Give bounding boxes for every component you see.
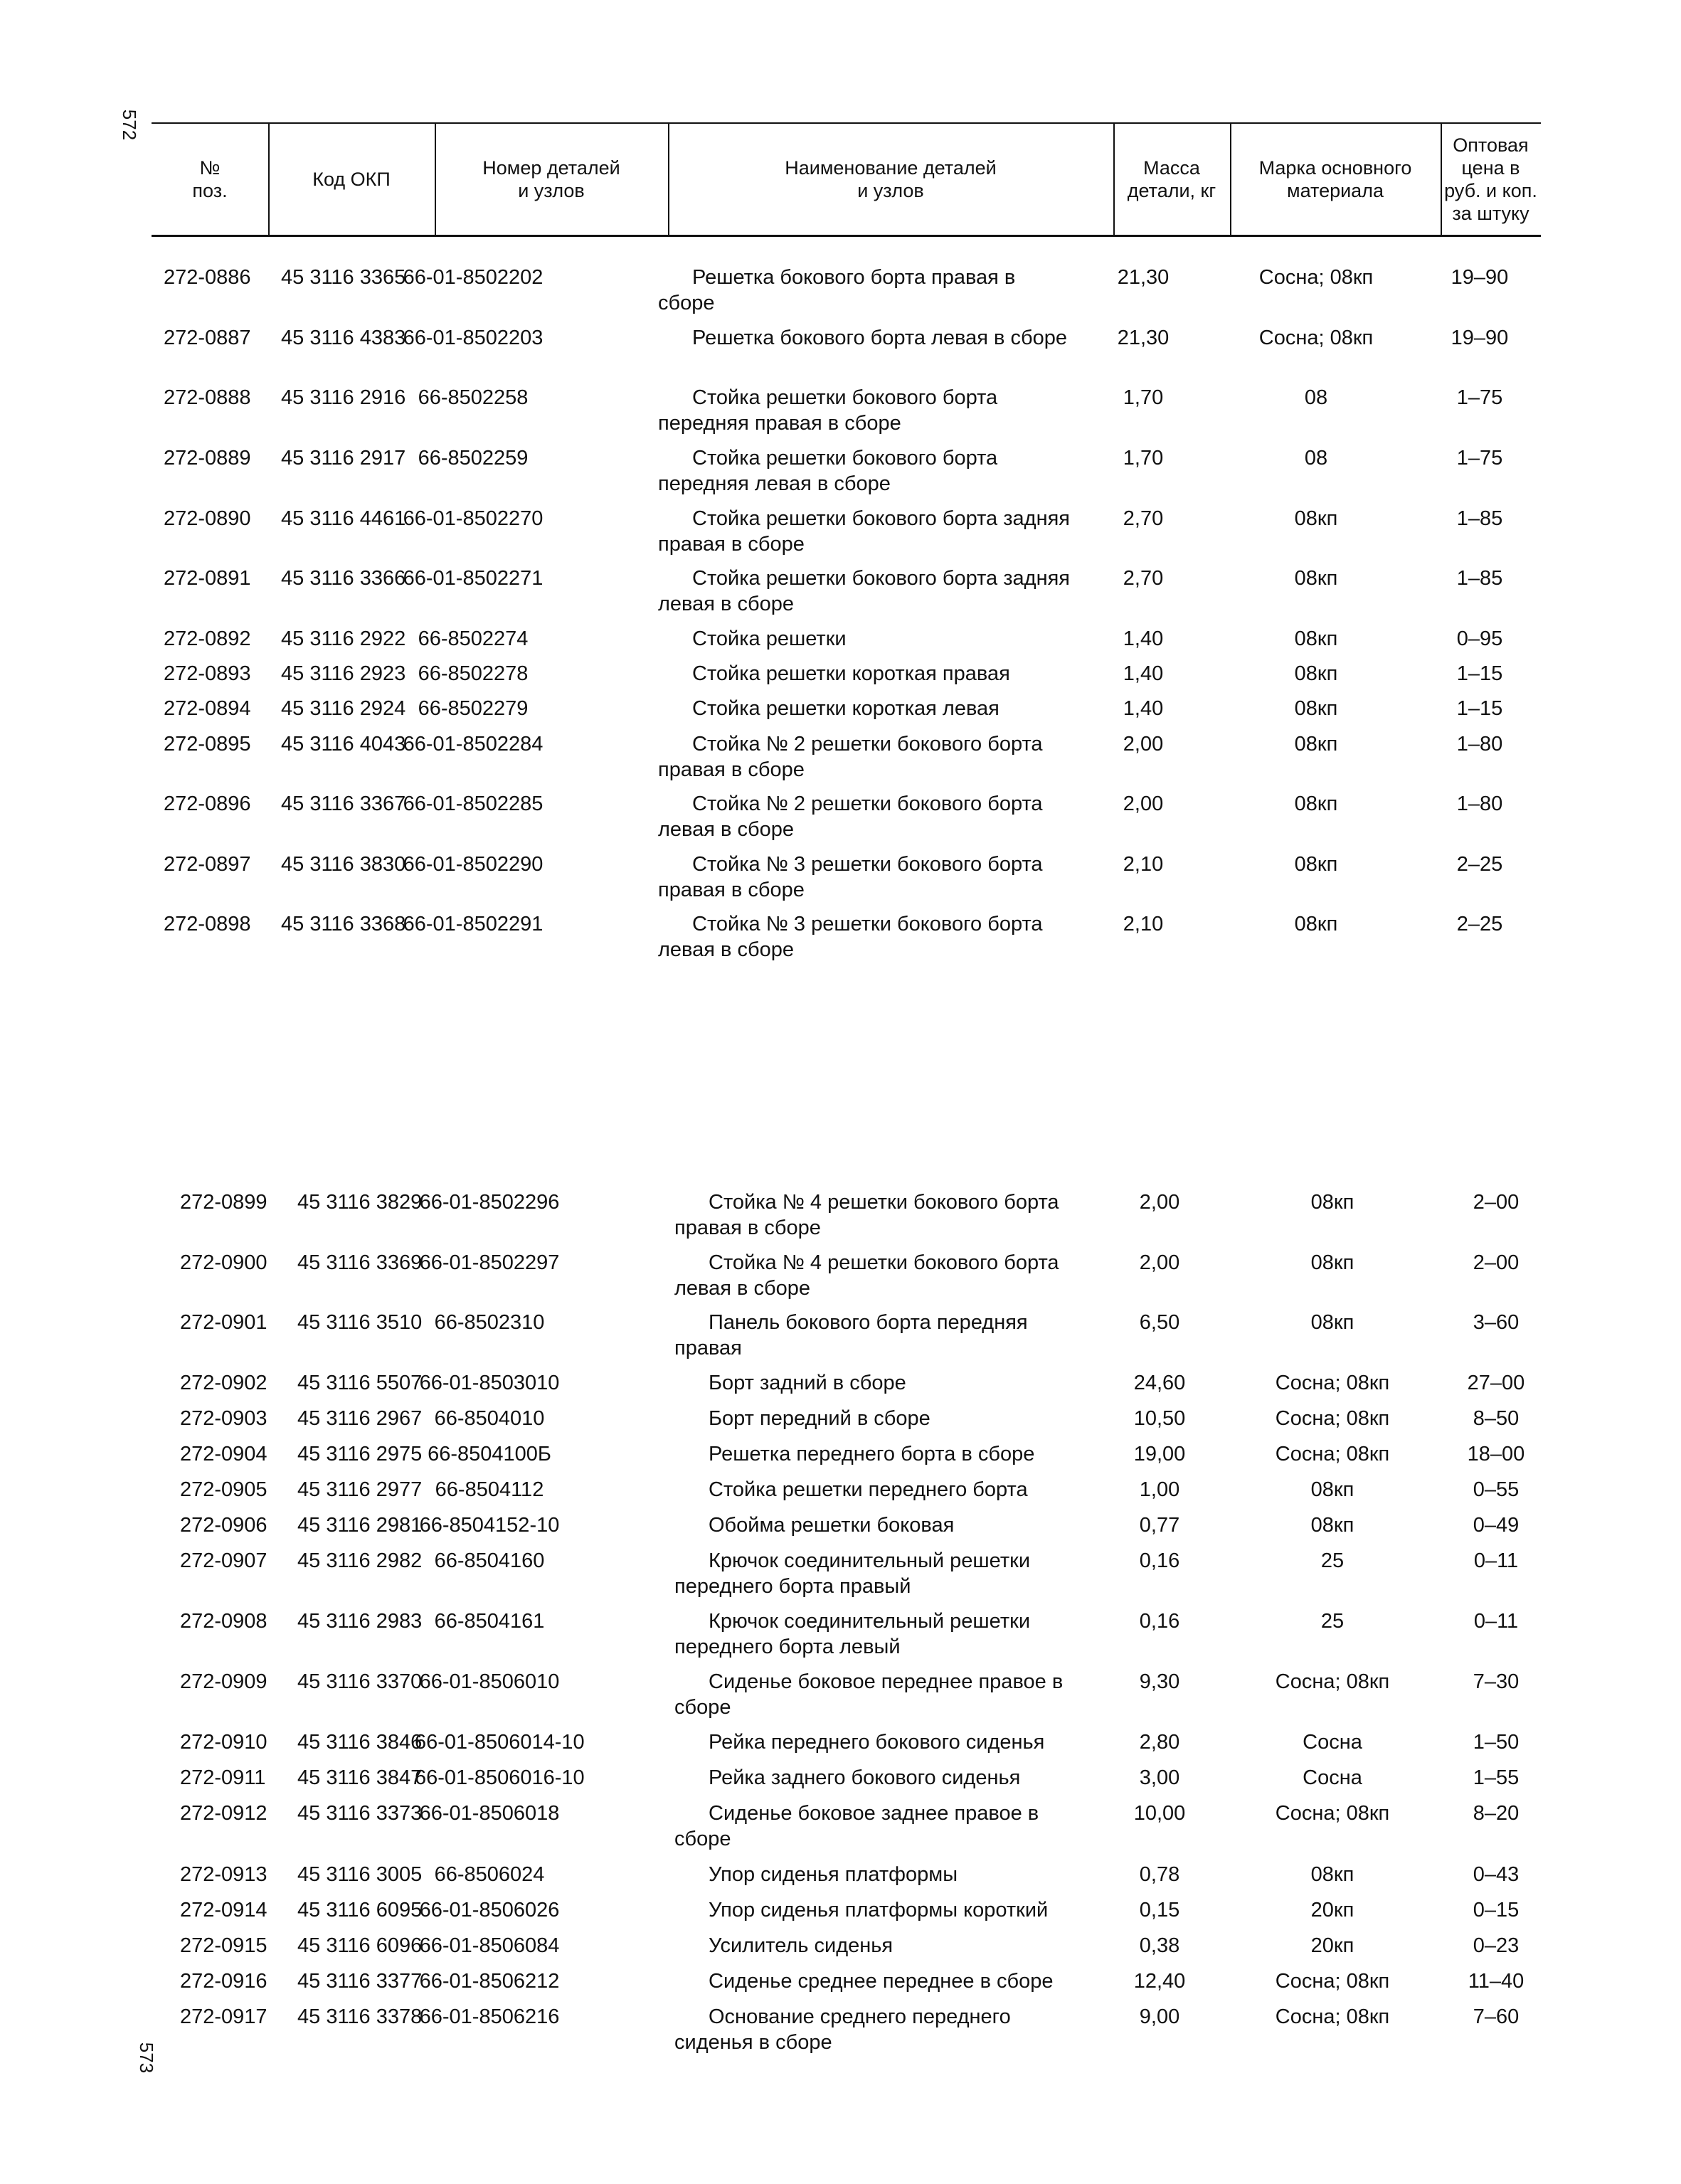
cell-name: Стойка решетки	[692, 627, 847, 650]
cell-part-number: 66-8502258	[418, 386, 529, 409]
cell-name: Стойка решетки бокового борта передняя правая в сборе	[658, 386, 998, 435]
cell-name: Обойма решетки боковая	[709, 1514, 955, 1537]
cell-pos: 272-0906	[180, 1514, 267, 1537]
cell-okp: 45 3116 5507	[297, 1372, 423, 1394]
table-row	[164, 791, 1537, 851]
cell-material: 08кп	[1294, 853, 1338, 876]
cell-pos: 272-0911	[180, 1766, 266, 1789]
cell-pos: 272-0909	[180, 1670, 267, 1693]
cell-name: Крючок соединительный решетки переднего борта левый	[674, 1610, 1031, 1658]
cell-mass: 2,10	[1123, 853, 1164, 876]
cell-pos: 272-0899	[180, 1191, 267, 1214]
cell-part-number: 66-8504112	[435, 1478, 544, 1501]
cell-part-number: 66-01-8502284	[403, 733, 543, 756]
cell-material: Сосна	[1303, 1766, 1362, 1789]
cell-name: Стойка решетки бокового борта передняя левая в сборе	[658, 447, 998, 495]
cell-okp: 45 3116 3368	[281, 913, 406, 935]
cell-material: 08кп	[1294, 507, 1338, 530]
cell-okp: 45 3116 3365	[281, 266, 406, 289]
cell-okp: 45 3116 3369	[297, 1251, 423, 1274]
cell-name: Панель бокового борта передняя правая	[674, 1311, 1028, 1359]
header-mass: Масса детали, кг	[1127, 157, 1216, 201]
cell-pos: 272-0895	[164, 733, 251, 756]
cell-price: 3–60	[1473, 1311, 1520, 1334]
cell-name: Рейка заднего бокового сиденья	[709, 1766, 1021, 1789]
cell-name: Стойка № 2 решетки бокового борта правая в сборе	[658, 733, 1043, 781]
cell-name: Крючок соединительный решетки переднего борта правый	[674, 1549, 1031, 1598]
cell-material: 25	[1320, 1610, 1345, 1633]
cell-material: 25	[1320, 1549, 1345, 1572]
cell-pos: 272-0887	[164, 327, 251, 349]
cell-price: 1–15	[1456, 697, 1503, 720]
cell-okp: 45 3116 6095	[297, 1899, 423, 1921]
cell-pos: 272-0893	[164, 662, 251, 685]
cell-price: 27–00	[1467, 1372, 1525, 1394]
cell-name: Стойка № 4 решетки бокового борта правая в сборе	[674, 1191, 1059, 1239]
cell-pos: 272-0897	[164, 853, 251, 876]
cell-mass: 2,00	[1123, 793, 1164, 815]
cell-okp: 45 3116 6096	[297, 1934, 423, 1957]
cell-mass: 0,38	[1139, 1934, 1180, 1957]
cell-okp: 45 3116 2981	[297, 1514, 423, 1537]
cell-material: 08кп	[1310, 1251, 1354, 1274]
cell-mass: 1,70	[1123, 386, 1164, 409]
cell-mass: 1,00	[1139, 1478, 1180, 1501]
cell-price: 19–90	[1451, 327, 1509, 349]
cell-material: 08кп	[1310, 1191, 1354, 1214]
cell-material: 08кп	[1310, 1478, 1354, 1501]
cell-name: Борт задний в сборе	[709, 1372, 906, 1394]
cell-material: 08кп	[1294, 793, 1338, 815]
cell-okp: 45 3116 2983	[297, 1610, 423, 1633]
cell-name: Решетка переднего борта в сборе	[709, 1443, 1035, 1465]
cell-material: Сосна; 08кп	[1258, 266, 1374, 289]
cell-part-number: 66-01-8502290	[403, 853, 543, 876]
cell-okp: 45 3116 3367	[281, 793, 406, 815]
cell-part-number: 66-8504161	[434, 1610, 545, 1633]
cell-price: 1–75	[1456, 386, 1503, 409]
cell-part-number: 66-01-8502285	[403, 793, 543, 815]
cell-name: Сиденье боковое заднее правое в сборе	[674, 1802, 1039, 1850]
cell-pos: 272-0907	[180, 1549, 267, 1572]
cell-mass: 0,77	[1139, 1514, 1180, 1537]
cell-part-number: 66-8502259	[418, 447, 529, 470]
cell-okp: 45 3116 2923	[281, 662, 406, 685]
cell-name: Борт передний в сборе	[709, 1407, 930, 1430]
cell-name: Решетка бокового борта правая в сборе	[658, 266, 1016, 314]
cell-part-number: 66-01-8502203	[403, 327, 543, 349]
cell-name: Стойка решетки бокового борта задняя левая в сборе	[658, 567, 1071, 615]
cell-price: 7–60	[1473, 2005, 1520, 2028]
cell-okp: 45 3116 3377	[297, 1970, 423, 1993]
cell-material: 20кп	[1310, 1899, 1354, 1921]
cell-pos: 272-0913	[180, 1863, 267, 1886]
cell-mass: 2,00	[1139, 1251, 1180, 1274]
header-material: Марка основного материала	[1258, 157, 1412, 201]
cell-name: Стойка № 2 решетки бокового борта левая в сборе	[658, 793, 1043, 841]
cell-material: 20кп	[1310, 1934, 1354, 1957]
cell-pos: 272-0903	[180, 1407, 267, 1430]
page-number-top: 572	[119, 109, 141, 141]
cell-okp: 45 3116 2922	[281, 627, 406, 650]
cell-price: 2–00	[1473, 1191, 1520, 1214]
cell-name: Основание среднего переднего сиденья в сборе	[674, 2005, 1011, 2054]
table-row	[180, 1189, 1553, 1249]
cell-okp: 45 3116 3830	[281, 853, 406, 876]
table-row	[180, 1548, 1553, 1608]
cell-mass: 6,50	[1139, 1311, 1180, 1334]
cell-price: 1–15	[1456, 662, 1503, 685]
cell-price: 0–95	[1456, 627, 1503, 650]
cell-material: 08	[1304, 447, 1328, 470]
cell-material: 08кп	[1294, 697, 1338, 720]
cell-pos: 272-0889	[164, 447, 251, 470]
cell-material: 08кп	[1294, 913, 1338, 935]
cell-price: 7–30	[1473, 1670, 1520, 1693]
cell-part-number: 66-01-8506010	[419, 1670, 560, 1693]
cell-material: 08кп	[1310, 1311, 1354, 1334]
cell-pos: 272-0890	[164, 507, 251, 530]
cell-mass: 24,60	[1133, 1372, 1186, 1394]
cell-price: 2–25	[1456, 913, 1503, 935]
cell-name: Стойка № 4 решетки бокового борта левая в сборе	[674, 1251, 1059, 1300]
cell-part-number: 66-01-8503010	[419, 1372, 560, 1394]
table-row	[180, 1801, 1553, 1860]
cell-okp: 45 3116 4461	[281, 507, 406, 530]
cell-mass: 1,70	[1123, 447, 1164, 470]
cell-name: Стойка решетки переднего борта	[709, 1478, 1028, 1501]
cell-okp: 45 3116 3366	[281, 567, 406, 590]
header-name: Наименование деталей и узлов	[785, 157, 997, 201]
cell-price: 8–50	[1473, 1407, 1520, 1430]
cell-okp: 45 3116 3373	[297, 1802, 423, 1825]
cell-mass: 1,40	[1123, 697, 1164, 720]
cell-name: Упор сиденья платформы	[709, 1863, 958, 1886]
cell-okp: 45 3116 3370	[297, 1670, 423, 1693]
header-price: Оптовая цена в руб. и коп. за штуку	[1444, 134, 1537, 224]
cell-mass: 1,40	[1123, 662, 1164, 685]
cell-material: 08кп	[1294, 733, 1338, 756]
cell-okp: 45 3116 3846	[297, 1731, 423, 1754]
cell-okp: 45 3116 3005	[297, 1863, 423, 1886]
cell-part-number: 66-01-8502271	[403, 567, 543, 590]
cell-mass: 2,80	[1139, 1731, 1180, 1754]
cell-name: Упор сиденья платформы короткий	[709, 1899, 1049, 1921]
cell-name: Стойка решетки бокового борта задняя правая в сборе	[658, 507, 1071, 556]
cell-okp: 45 3116 2917	[281, 447, 406, 470]
cell-mass: 2,70	[1123, 507, 1164, 530]
cell-part-number: 66-01-8506212	[419, 1970, 560, 1993]
table-row	[180, 1310, 1553, 1369]
cell-mass: 2,00	[1139, 1191, 1180, 1214]
cell-pos: 272-0915	[180, 1934, 267, 1957]
cell-pos: 272-0886	[164, 266, 251, 289]
cell-part-number: 66-01-8502270	[403, 507, 543, 530]
table-row	[164, 265, 1537, 324]
table-row	[180, 1250, 1553, 1310]
cell-part-number: 66-01-8506018	[419, 1802, 560, 1825]
cell-material: Сосна; 08кп	[1275, 1670, 1390, 1693]
cell-mass: 0,16	[1139, 1549, 1180, 1572]
cell-pos: 272-0904	[180, 1443, 267, 1465]
cell-price: 0–11	[1473, 1549, 1519, 1572]
cell-pos: 272-0905	[180, 1478, 267, 1501]
table-row	[164, 911, 1537, 971]
cell-price: 1–75	[1456, 447, 1503, 470]
table-row	[164, 325, 1537, 385]
cell-name: Сиденье среднее переднее в сборе	[709, 1970, 1054, 1993]
cell-okp: 45 3116 2916	[281, 386, 406, 409]
cell-price: 18–00	[1467, 1443, 1525, 1465]
cell-part-number: 66-8504010	[434, 1407, 545, 1430]
cell-okp: 45 3116 2975	[297, 1443, 423, 1465]
cell-mass: 12,40	[1133, 1970, 1186, 1993]
cell-material: 08кп	[1294, 567, 1338, 590]
table-row	[164, 566, 1537, 625]
cell-material: Сосна; 08кп	[1275, 1970, 1390, 1993]
cell-price: 2–00	[1473, 1251, 1520, 1274]
cell-mass: 2,00	[1123, 733, 1164, 756]
cell-price: 19–90	[1451, 266, 1509, 289]
cell-material: Сосна; 08кп	[1275, 1802, 1390, 1825]
cell-okp: 45 3116 4043	[281, 733, 406, 756]
cell-pos: 272-0914	[180, 1899, 267, 1921]
cell-part-number: 66-01-8506014-10	[415, 1731, 585, 1754]
cell-material: 08кп	[1294, 627, 1338, 650]
cell-material: 08кп	[1294, 662, 1338, 685]
cell-price: 1–80	[1456, 733, 1503, 756]
cell-material: Сосна; 08кп	[1275, 2005, 1390, 2028]
cell-pos: 272-0908	[180, 1610, 267, 1633]
cell-part-number: 66-8502278	[418, 662, 529, 685]
cell-material: 08	[1304, 386, 1328, 409]
cell-price: 1–50	[1473, 1731, 1520, 1754]
cell-okp: 45 3116 2924	[281, 697, 406, 720]
cell-price: 0–23	[1473, 1934, 1520, 1957]
cell-name: Решетка бокового борта левая в сборе	[692, 327, 1067, 349]
cell-price: 8–20	[1473, 1802, 1520, 1825]
header-part-number: Номер деталей и узлов	[482, 157, 620, 201]
cell-price: 0–43	[1473, 1863, 1520, 1886]
cell-mass: 19,00	[1133, 1443, 1186, 1465]
page-number-bottom: 573	[136, 2042, 158, 2074]
cell-material: Сосна; 08кп	[1275, 1443, 1390, 1465]
table-row	[164, 506, 1537, 566]
cell-price: 0–55	[1473, 1478, 1520, 1501]
cell-okp: 45 3116 3378	[297, 2005, 423, 2028]
cell-okp: 45 3116 2967	[297, 1407, 423, 1430]
cell-part-number: 66-8502310	[434, 1311, 545, 1334]
cell-pos: 272-0902	[180, 1372, 267, 1394]
cell-pos: 272-0898	[164, 913, 251, 935]
cell-mass: 21,30	[1117, 266, 1170, 289]
cell-pos: 272-0891	[164, 567, 251, 590]
cell-pos: 272-0901	[180, 1311, 267, 1334]
cell-okp: 45 3116 2982	[297, 1549, 423, 1572]
header-okp: Код ОКП	[312, 169, 391, 190]
cell-mass: 2,70	[1123, 567, 1164, 590]
cell-price: 1–80	[1456, 793, 1503, 815]
cell-pos: 272-0892	[164, 627, 251, 650]
cell-mass: 9,00	[1139, 2005, 1180, 2028]
cell-part-number: 66-8504100Б	[428, 1443, 551, 1465]
cell-mass: 21,30	[1117, 327, 1170, 349]
cell-price: 1–85	[1456, 507, 1503, 530]
cell-okp: 45 3116 2977	[297, 1478, 423, 1501]
cell-okp: 45 3116 3829	[297, 1191, 423, 1214]
cell-part-number: 66-01-8506026	[419, 1899, 560, 1921]
cell-part-number: 66-8502274	[418, 627, 529, 650]
cell-okp: 45 3116 3510	[297, 1311, 423, 1334]
cell-price: 11–40	[1468, 1970, 1524, 1993]
cell-mass: 2,10	[1123, 913, 1164, 935]
cell-pos: 272-0900	[180, 1251, 267, 1274]
cell-price: 1–55	[1473, 1766, 1520, 1789]
cell-pos: 272-0894	[164, 697, 251, 720]
cell-pos: 272-0912	[180, 1802, 267, 1825]
cell-mass: 9,30	[1139, 1670, 1180, 1693]
table-row	[164, 445, 1537, 505]
cell-mass: 0,16	[1139, 1610, 1180, 1633]
cell-mass: 0,15	[1139, 1899, 1180, 1921]
cell-material: Сосна; 08кп	[1275, 1372, 1390, 1394]
cell-material: Сосна; 08кп	[1275, 1407, 1390, 1430]
table-row	[164, 385, 1537, 445]
cell-pos: 272-0917	[180, 2005, 267, 2028]
cell-material: 08кп	[1310, 1863, 1354, 1886]
cell-material: Сосна	[1303, 1731, 1362, 1754]
cell-part-number: 66-01-8506016-10	[415, 1766, 585, 1789]
cell-mass: 3,00	[1139, 1766, 1180, 1789]
cell-okp: 45 3116 3847	[297, 1766, 423, 1789]
cell-pos: 272-0916	[180, 1970, 267, 1993]
cell-part-number: 66-8504152-10	[419, 1514, 560, 1537]
cell-okp: 45 3116 4383	[281, 327, 406, 349]
table-row	[164, 731, 1537, 791]
cell-name: Стойка решетки короткая левая	[692, 697, 999, 720]
cell-part-number: 66-01-8502297	[419, 1251, 560, 1274]
cell-part-number: 66-01-8502291	[403, 913, 543, 935]
cell-part-number: 66-8506024	[434, 1863, 545, 1886]
cell-name: Стойка № 3 решетки бокового борта левая в сборе	[658, 913, 1043, 961]
cell-material: 08кп	[1310, 1514, 1354, 1537]
table-row	[180, 1608, 1553, 1668]
cell-part-number: 66-01-8506216	[419, 2005, 560, 2028]
cell-part-number: 66-8502279	[418, 697, 529, 720]
cell-part-number: 66-01-8502296	[419, 1191, 560, 1214]
cell-name: Стойка № 3 решетки бокового борта правая в сборе	[658, 853, 1043, 901]
cell-price: 0–11	[1473, 1610, 1519, 1633]
cell-part-number: 66-01-8502202	[403, 266, 543, 289]
cell-mass: 0,78	[1139, 1863, 1180, 1886]
table-row	[180, 1669, 1553, 1729]
table-row	[164, 852, 1537, 911]
cell-price: 1–85	[1456, 567, 1503, 590]
cell-material: Сосна; 08кп	[1258, 327, 1374, 349]
table-row	[180, 2004, 1553, 2064]
header-pos: № поз.	[192, 157, 228, 201]
cell-pos: 272-0888	[164, 386, 251, 409]
cell-mass: 10,00	[1133, 1802, 1186, 1825]
cell-mass: 1,40	[1123, 627, 1164, 650]
table-header	[152, 122, 1541, 237]
cell-name: Рейка переднего бокового сиденья	[709, 1731, 1045, 1754]
cell-price: 0–15	[1473, 1899, 1520, 1921]
cell-pos: 272-0896	[164, 793, 251, 815]
cell-mass: 10,50	[1133, 1407, 1186, 1430]
cell-name: Сиденье боковое переднее правое в сборе	[674, 1670, 1064, 1719]
cell-name: Стойка решетки короткая правая	[692, 662, 1010, 685]
cell-pos: 272-0910	[180, 1731, 267, 1754]
cell-name: Усилитель сиденья	[709, 1934, 893, 1957]
cell-price: 2–25	[1456, 853, 1503, 876]
cell-price: 0–49	[1473, 1514, 1520, 1537]
cell-part-number: 66-01-8506084	[419, 1934, 560, 1957]
cell-part-number: 66-8504160	[434, 1549, 545, 1572]
